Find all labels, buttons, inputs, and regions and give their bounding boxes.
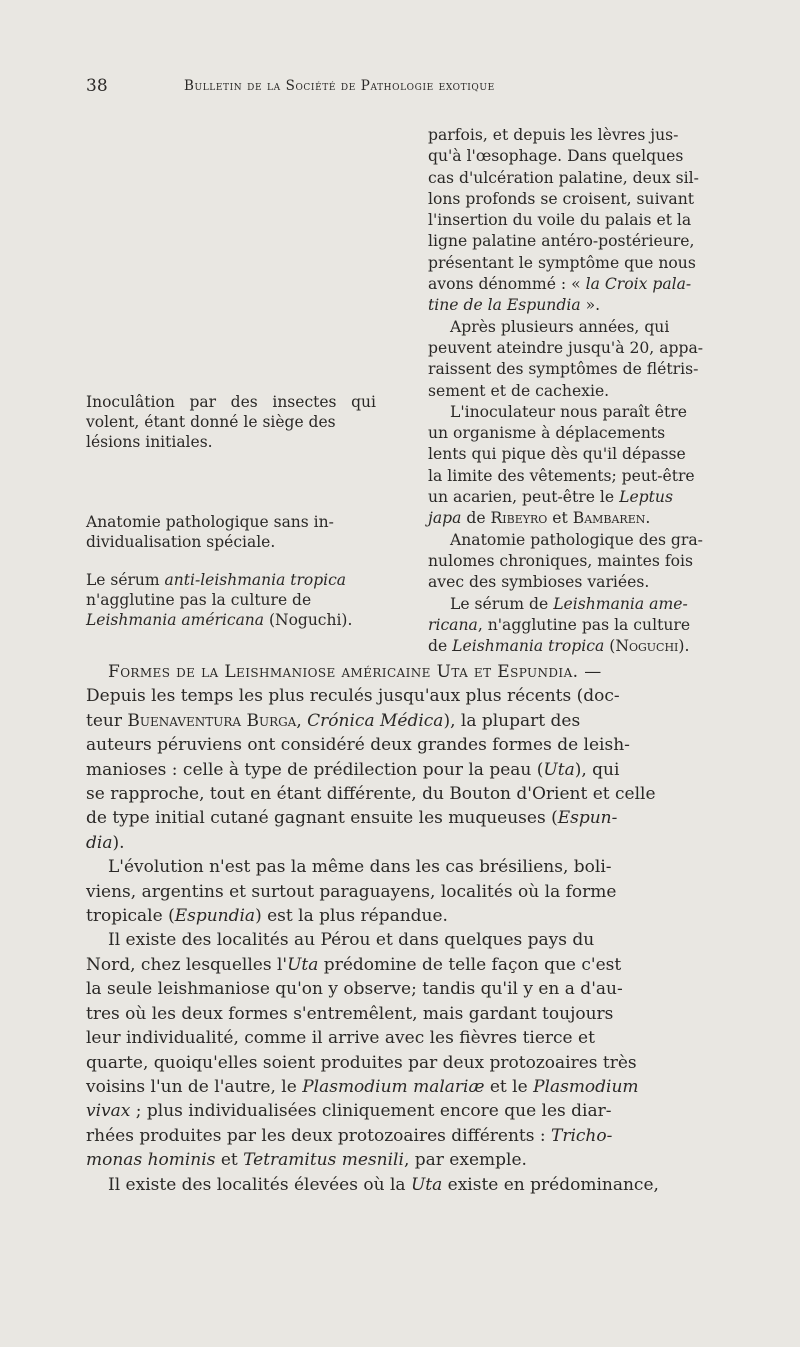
- text-line: manioses : celle à type de prédilection pour la peau (Uta), qui: [86, 759, 620, 780]
- text-line: Le sérum anti-leishmania tropica: [86, 571, 347, 589]
- text-line: quarte, quoiqu'elles soient produites par deux protozoaires très: [86, 1052, 637, 1073]
- text-line: auteurs péruviens ont considéré deux grandes formes de leish-: [86, 735, 630, 756]
- text-line: Anatomie pathologique des gra-: [450, 530, 703, 549]
- text-line: Inoculâtion par des insectes qui: [86, 393, 376, 411]
- text-line: lents qui pique dès qu'il dépasse: [428, 445, 686, 464]
- body-text: [86, 660, 736, 1197]
- text-line: Anatomie pathologique sans in-: [86, 513, 334, 531]
- text-line: peuvent ateindre jusqu'à 20, appa-: [428, 338, 704, 357]
- running-title: Bulletin de la Société de Pathologie exotique: [184, 78, 495, 94]
- text-line: volent, étant donné le siège des: [86, 413, 336, 431]
- table-column-espundia: [428, 125, 728, 657]
- page-number: 38: [86, 76, 108, 96]
- text-line: raissent des symptômes de flétris-: [428, 360, 699, 379]
- text-line: teur Buenaventura Burga, Crónica Médica), la plupart des: [86, 710, 581, 731]
- text-line: Il existe des localités élevées où la Uta existe en prédominance,: [108, 1174, 659, 1195]
- text-line: avons dénommé : « la Croix pala-: [428, 275, 692, 294]
- text-line: Il existe des localités au Pérou et dans quelques pays du: [108, 930, 595, 951]
- text-line: cas d'ulcération palatine, deux sil-: [428, 168, 699, 187]
- text-line: monas hominis et Tetramitus mesnili, par exemple.: [86, 1150, 527, 1171]
- text-line: Depuis les temps les plus reculés jusqu'aux plus récents (doc-: [86, 686, 620, 707]
- text-line: Le sérum de Leishmania ame-: [450, 594, 688, 613]
- text-line: lons profonds se croisent, suivant: [428, 189, 694, 208]
- text-line: voisins l'un de l'autre, le Plasmodium malariæ et le Plasmodium: [86, 1076, 639, 1097]
- text-line: ricana, n'agglutine pas la culture: [428, 615, 691, 634]
- text-line: Après plusieurs années, qui: [450, 317, 670, 336]
- table-cell-anatomy: [86, 512, 376, 552]
- text-line: tropicale (Espundia) est la plus répandue.: [86, 906, 448, 927]
- text-line: un organisme à déplacements: [428, 424, 666, 443]
- text-line: viens, argentins et surtout paraguayens, localités où la forme: [86, 881, 617, 902]
- text-line: avec des symbioses variées.: [428, 573, 650, 592]
- text-line: la limite des vêtements; peut-être: [428, 466, 695, 485]
- text-line: de type initial cutané gagnant ensuite les muqueuses (Espun-: [86, 808, 618, 829]
- text-line: se rapproche, tout en étant différente, du Bouton d'Orient et celle: [86, 784, 656, 805]
- text-line: leur individualité, comme il arrive avec les fièvres tierce et: [86, 1028, 595, 1049]
- text-line: présentant le symptôme que nous: [428, 253, 696, 272]
- text-line: sement et de cachexie.: [428, 381, 610, 400]
- text-line: tine de la Espundia ».: [428, 296, 601, 315]
- section-heading: Formes de la Leishmaniose américaine Uta et Espundia. —: [108, 662, 602, 682]
- table-cell-inoculation: [86, 392, 376, 452]
- text-line: qu'à l'œsophage. Dans quelques: [428, 147, 684, 166]
- text-line: parfois, et depuis les lèvres jus-: [428, 126, 679, 144]
- table-column-uta: [86, 125, 376, 655]
- text-line: tres où les deux formes s'entremêlent, mais gardant toujours: [86, 1003, 614, 1024]
- text-line: ligne palatine antéro-postérieure,: [428, 232, 695, 251]
- text-line: dividualisation spéciale.: [86, 533, 276, 551]
- text-line: Nord, chez lesquelles l'Uta prédomine de telle façon que c'est: [86, 954, 622, 975]
- text-line: de Leishmania tropica (Noguchi).: [428, 637, 690, 656]
- text-line: Leishmania américana (Noguchi).: [86, 611, 353, 629]
- text-line: dia).: [86, 832, 125, 853]
- text-line: vivax ; plus individualisées cliniquement encore que les diar-: [86, 1101, 612, 1122]
- text-line: L'inoculateur nous paraît être: [450, 402, 687, 421]
- text-line: japa de Ribeyro et Bambaren.: [428, 509, 651, 528]
- text-line: lésions initiales.: [86, 433, 213, 451]
- page-header: [86, 76, 736, 100]
- text-line: L'évolution n'est pas la même dans les cas brésiliens, boli-: [108, 857, 612, 878]
- table-cell-serum: [86, 570, 376, 630]
- text-line: la seule leishmaniose qu'on y observe; tandis qu'il y en a d'au-: [86, 979, 623, 1000]
- text-line: rhées produites par les deux protozoaires différents : Tricho-: [86, 1125, 613, 1146]
- comparison-table: [86, 125, 736, 655]
- text-line: l'insertion du voile du palais et la: [428, 211, 692, 230]
- text-line: un acarien, peut-être le Leptus: [428, 488, 673, 507]
- text-line: n'agglutine pas la culture de: [86, 591, 312, 609]
- text-line: nulomes chroniques, maintes fois: [428, 551, 693, 570]
